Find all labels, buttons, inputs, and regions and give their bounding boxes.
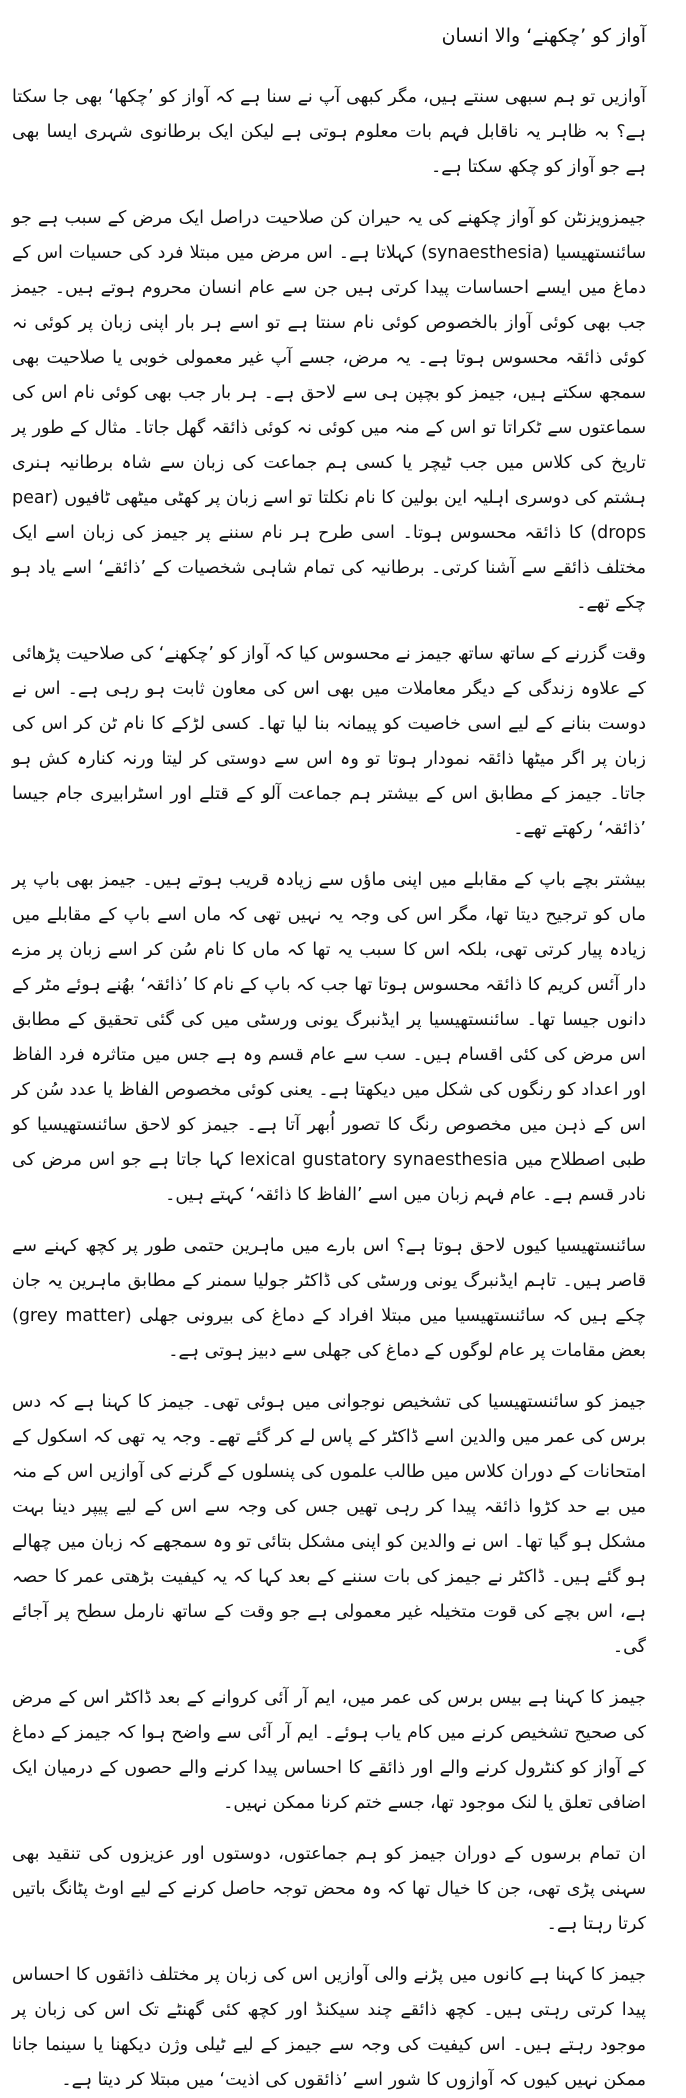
paragraph-6: جیمز کو سائنستھیسیا کی تشخیص نوجوانی میں ہوئی تھی۔ جیمز کا کہنا ہے کہ دس برس کی عمر میں والدین اسے ڈاکٹر کے پاس لے کر گئے تھے۔ وجہ یہ تھی کہ اسکول کے امتحانات کے دوران کلاس میں طالب علموں کی پنسلوں کے گرنے کی آوازیں اس کے منہ میں بے حد کڑوا ذائقہ پیدا کر رہی تھیں جس کی وجہ سے اس کے لیے پیپر دینا بہت مشکل ہو گیا تھا۔ اس نے والدین کو اپنی مشکل بتائی تو وہ سمجھے کہ زبان میں چھالے ہو گئے ہیں۔ ڈاکٹر نے جیمز کی بات سننے کے بعد کہا کہ یہ کیفیت بڑھتی عمر کا حصہ ہے، اس بچے کی قوت متخیلہ غیر معمولی ہے جو وقت کے ساتھ نارمل سطح پر آجائے گی۔ [12, 1392, 646, 1657]
paragraph-8: ان تمام برسوں کے دوران جیمز کو ہم جماعتوں، دوستوں اور عزیزوں کی تنقید بھی سہنی پڑی تھی، جن کا خیال تھا کہ وہ محض توجہ حاصل کرنے کے لیے اوٹ پٹانگ باتیں کرتا رہتا ہے۔ [12, 1844, 646, 1934]
article-title: آواز کو ’چکھنے‘ والا انسان [441, 25, 646, 47]
paragraph-7: جیمز کا کہنا ہے بیس برس کی عمر میں، ایم آر آئی کروانے کے بعد ڈاکٹر اس کے مرض کی صحیح تشخیص کرنے میں کام یاب ہوئے۔ ایم آر آئی سے واضح ہوا کہ جیمز کے دماغ کے آواز کو کنٹرول کرنے والے اور ذائقے کا احساس پیدا کرنے والے حصوں کے درمیان ایک اضافی تعلق یا لنک موجود تھا، جسے ختم کرنا ممکن نہیں۔ [12, 1688, 646, 1813]
paragraph-5: سائنستھیسیا کیوں لاحق ہوتا ہے؟ اس بارے میں ماہرین حتمی طور پر کچھ کہنے سے قاصر ہیں۔ تاہم ایڈنبرگ یونی ورسٹی کی ڈاکٹر جولیا سمنر کے مطابق ماہرین یہ جان چکے ہیں کہ سائنستھیسیا میں مبتلا افراد کے دماغ کی بیرونی جھلی (grey matter) بعض مقامات پر عام لوگوں کے دماغ کی جھلی سے دبیز ہوتی ہے۔ [12, 1236, 647, 1361]
paragraph-3: وقت گزرنے کے ساتھ ساتھ جیمز نے محسوس کیا کہ آواز کو ’چکھنے‘ کی صلاحیت پڑھائی کے علاوہ زندگی کے دیگر معاملات میں بھی اس کی معاون ثابت ہو رہی ہے۔ اس نے دوست بنانے کے لیے اسی خاصیت کو پیمانہ بنا لیا تھا۔ کسی لڑکے کا نام ٹن کر اس کی زبان پر اگر میٹھا ذائقہ نمودار ہوتا تو وہ اس سے دوستی کر لیتا ورنہ کنارہ کش ہو جاتا۔ جیمز کے مطابق اس کے بیشتر ہم جماعت آلو کے قتلے اور اسٹرابیری جام جیسا ’ذائقہ‘ رکھتے تھے۔ [12, 644, 646, 839]
paragraph-1: آوازیں تو ہم سبھی سنتے ہیں، مگر کبھی آپ نے سنا ہے کہ آواز کو ’چکھا‘ بھی جا سکتا ہے؟ بہ ظاہر یہ ناقابل فہم بات معلوم ہوتی ہے لیکن ایک برطانوی شہری ایسا بھی ہے جو آواز کو چکھ سکتا ہے۔ [12, 87, 646, 177]
paragraph-9: جیمز کا کہنا ہے کانوں میں پڑنے والی آوازیں اس کی زبان پر مختلف ذائقوں کا احساس پیدا کرتی رہتی ہیں۔ کچھ ذائقے چند سیکنڈ اور کچھ کئی گھنٹے تک اس کی زبان پر موجود رہتے ہیں۔ اس کیفیت کی وجہ سے جیمز کے لیے ٹیلی وژن دیکھنا یا سینما جانا ممکن نہیں کیوں کہ آوازوں کا شور اسے ’ذائقوں کی اذیت‘ میں مبتلا کر دیتا ہے۔ [12, 1965, 646, 2090]
paragraph-4: بیشتر بچے باپ کے مقابلے میں اپنی ماؤں سے زیادہ قریب ہوتے ہیں۔ جیمز بھی باپ پر ماں کو ترجیح دیتا تھا، مگر اس کی وجہ یہ نہیں تھی کہ ماں اسے باپ کے مقابلے میں زیادہ پیار کرتی تھی، بلکہ اس کا سبب یہ تھا کہ ماں کا نام سُن کر اسے زبان پر مزے دار آئس کریم کا ذائقہ محسوس ہوتا تھا جب کہ باپ کے نام کا ’ذائقہ‘ بھُنے ہوئے مٹر کے دانوں جیسا تھا۔ سائنستھیسیا پر ایڈنبرگ یونی ورسٹی میں کی گئی تحقیق کے مطابق اس مرض کی کئی اقسام ہیں۔ سب سے عام قسم وہ ہے جس میں متاثرہ فرد الفاظ اور اعداد کو رنگوں کی شکل میں دیکھتا ہے۔ یعنی کوئی مخصوص الفاظ یا عدد سُن کر اس کے ذہن میں مخصوص رنگ کا تصور اُبھر آتا ہے۔ جیمز کو لاحق سائنستھیسیا کو طبی اصطلاح میں lexical gustatory synaesthesia کہا جاتا ہے جو اس مرض کی نادر قسم ہے۔ عام فہم زبان میں اسے ’الفاظ کا ذائقہ‘ کہتے ہیں۔ [12, 870, 646, 1205]
paragraph-2: جیمزویزنٹن کو آواز چکھنے کی یہ حیران کن صلاحیت دراصل ایک مرض کے سبب ہے جو سائنستھیسیا (synaesthesia) کہلاتا ہے۔ اس مرض میں مبتلا فرد کی حسیات اس کے دماغ میں ایسے احساسات پیدا کرتی ہیں جن سے عام انسان محروم ہوتے ہیں۔ جیمز جب بھی کوئی آواز بالخصوص کوئی نام سنتا ہے تو اسے ہر بار اپنی زبان پر کوئی نہ کوئی ذائقہ محسوس ہوتا ہے۔ یہ مرض، جسے آپ غیر معمولی خوبی یا صلاحیت بھی سمجھ سکتے ہیں، جیمز کو بچپن ہی سے لاحق ہے۔ ہر بار جب بھی کوئی نام اس کی سماعتوں سے ٹکراتا تو اس کے منہ میں کوئی نہ کوئی ذائقہ گھل جاتا۔ مثال کے طور پر تاریخ کی کلاس میں جب ٹیچر یا کسی ہم جماعت کی زبان سے شاہ برطانیہ ہنری ہشتم کی دوسری اہلیہ این بولین کا نام نکلتا تو اسے زبان پر کھٹی میٹھی ٹافیوں (pear drops) کا ذائقہ محسوس ہوتا۔ اسی طرح ہر نام سننے پر جیمز کی زبان اسے ایک مختلف ذائقے سے آشنا کرتی۔ برطانیہ کی تمام شاہی شخصیات کے ’ذائقے‘ اسے یاد ہو چکے تھے۔ [12, 208, 646, 613]
